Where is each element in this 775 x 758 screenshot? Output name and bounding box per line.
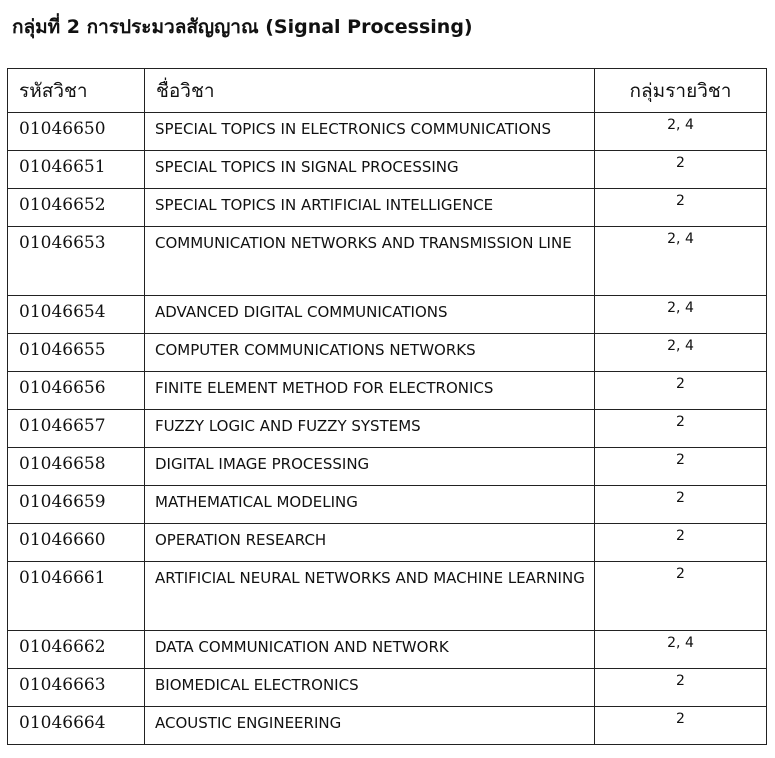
course-group: 2	[595, 486, 767, 524]
table-row	[8, 631, 767, 669]
table-row	[8, 189, 767, 227]
course-name: ACOUSTIC ENGINEERING	[145, 707, 595, 745]
table-row	[8, 486, 767, 524]
course-code: 01046651	[8, 151, 145, 189]
course-code: 01046661	[8, 562, 145, 631]
course-name: FINITE ELEMENT METHOD FOR ELECTRONICS	[145, 372, 595, 410]
course-code: 01046650	[8, 113, 145, 151]
course-group: 2	[595, 410, 767, 448]
course-group: 2, 4	[595, 227, 767, 296]
course-code: 01046653	[8, 227, 145, 296]
table-row	[8, 372, 767, 410]
course-table	[7, 68, 767, 745]
course-name: SPECIAL TOPICS IN ELECTRONICS COMMUNICATIONS	[145, 113, 595, 151]
course-name: COMPUTER COMMUNICATIONS NETWORKS	[145, 334, 595, 372]
course-code: 01046652	[8, 189, 145, 227]
course-name: DIGITAL IMAGE PROCESSING	[145, 448, 595, 486]
course-name: MATHEMATICAL MODELING	[145, 486, 595, 524]
course-group: 2, 4	[595, 296, 767, 334]
course-group: 2	[595, 707, 767, 745]
course-group: 2, 4	[595, 113, 767, 151]
course-group: 2, 4	[595, 631, 767, 669]
course-group: 2	[595, 669, 767, 707]
course-group: 2	[595, 524, 767, 562]
table-row	[8, 296, 767, 334]
course-code: 01046654	[8, 296, 145, 334]
course-name: OPERATION RESEARCH	[145, 524, 595, 562]
course-code: 01046658	[8, 448, 145, 486]
course-name: FUZZY LOGIC AND FUZZY SYSTEMS	[145, 410, 595, 448]
course-name: SPECIAL TOPICS IN SIGNAL PROCESSING	[145, 151, 595, 189]
course-group: 2	[595, 562, 767, 631]
table-row	[8, 410, 767, 448]
table-row	[8, 113, 767, 151]
table-row	[8, 524, 767, 562]
table-header-row	[8, 69, 767, 113]
course-code: 01046663	[8, 669, 145, 707]
course-code: 01046659	[8, 486, 145, 524]
course-name: BIOMEDICAL ELECTRONICS	[145, 669, 595, 707]
course-group: 2, 4	[595, 334, 767, 372]
course-group: 2	[595, 448, 767, 486]
course-name: ADVANCED DIGITAL COMMUNICATIONS	[145, 296, 595, 334]
header-course-name: ชื่อวิชา	[145, 69, 595, 113]
course-code: 01046656	[8, 372, 145, 410]
course-code: 01046655	[8, 334, 145, 372]
header-course-code: รหัสวิชา	[8, 69, 145, 113]
table-row	[8, 448, 767, 486]
course-name: ARTIFICIAL NEURAL NETWORKS AND MACHINE LEARNING	[145, 562, 595, 631]
page-title: กลุ่มที่ 2 การประมวลสัญญาณ (Signal Processing)	[12, 16, 473, 38]
table-row	[8, 562, 767, 631]
header-course-group: กลุ่มรายวิชา	[595, 69, 767, 113]
course-name: SPECIAL TOPICS IN ARTIFICIAL INTELLIGENCE	[145, 189, 595, 227]
course-group: 2	[595, 151, 767, 189]
course-group: 2	[595, 372, 767, 410]
table-row	[8, 227, 767, 296]
course-name: DATA COMMUNICATION AND NETWORK	[145, 631, 595, 669]
table-row	[8, 334, 767, 372]
course-code: 01046664	[8, 707, 145, 745]
table-row	[8, 669, 767, 707]
table-row	[8, 707, 767, 745]
course-name: COMMUNICATION NETWORKS AND TRANSMISSION LINE	[145, 227, 595, 296]
course-code: 01046660	[8, 524, 145, 562]
course-group: 2	[595, 189, 767, 227]
table-row	[8, 151, 767, 189]
course-code: 01046657	[8, 410, 145, 448]
course-code: 01046662	[8, 631, 145, 669]
